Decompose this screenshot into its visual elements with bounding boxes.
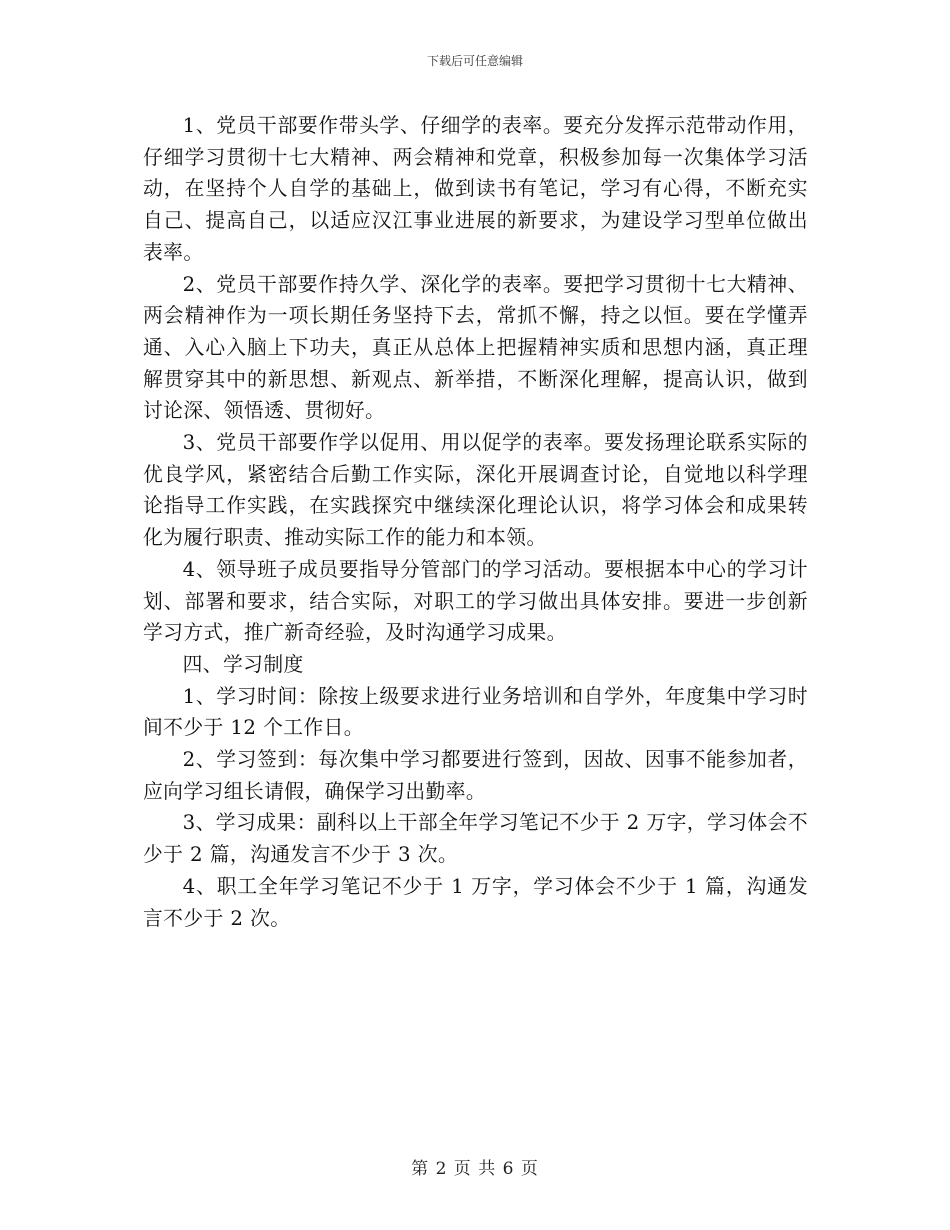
document-body (143, 110, 808, 934)
paragraph-staff: 4、职工全年学习笔记不少于 1 万字，学习体会不少于 1 篇，沟通发言不少于 2 次。 (143, 874, 808, 930)
paragraph-1: 1、党员干部要作带头学、仔细学的表率。要充分发挥示范带动作用，仔细学习贯彻十七大精神、两会精神和党章，积极参加每一次集体学习活动，在坚持个人自学的基础上，做到读书有笔记，学习有心得，不断充实自己、提高自己，以适应汉江事业进展的新要求，为建设学习型单位做出表率。 (143, 114, 808, 264)
section-heading: 四、学习制度 (182, 652, 304, 676)
paragraph-2: 2、党员干部要作持久学、深化学的表率。要把学习贯彻十七大精神、两会精神作为一项长期任务坚持下去，常抓不懈，持之以恒。要在学懂弄通、入心入脑上下功夫，真正从总体上把握精神实质和思想内涵，真正理解贯穿其中的新思想、新观点、新举措，不断深化理解，提高认识，做到讨论深、领悟透、贯彻好。 (143, 272, 808, 423)
paragraph-3: 3、党员干部要作学以促用、用以促学的表率。要发扬理论联系实际的优良学风，紧密结合后勤工作实际，深化开展调查讨论，自觉地以科学理论指导工作实践，在实践探究中继续深化理论认识，将学习体会和成果转化为履行职责、推动实际工作的能力和本领。 (143, 431, 808, 550)
page-footer: 第 2 页 共 6 页 (411, 1159, 539, 1179)
paragraph-4: 4、领导班子成员要指导分管部门的学习活动。要根据本中心的学习计划、部署和要求，结合实际，对职工的学习做出具体安排。要进一步创新学习方式，推广新奇经验，及时沟通学习成果。 (143, 557, 808, 645)
paragraph-sign-in: 2、学习签到：每次集中学习都要进行签到，因故、因事不能参加者，应向学习组长请假，确保学习出勤率。 (143, 748, 808, 803)
page-header: 下载后可任意编辑 (426, 54, 523, 68)
paragraph-study-time: 1、学习时间：除按上级要求进行业务培训和自学外，年度集中学习时间不少于 12 个工作日。 (143, 684, 808, 740)
paragraph-results: 3、学习成果：副科以上干部全年学习笔记不少于 2 万字，学习体会不少于 2 篇，沟通发言不少于 3 次。 (143, 811, 808, 867)
